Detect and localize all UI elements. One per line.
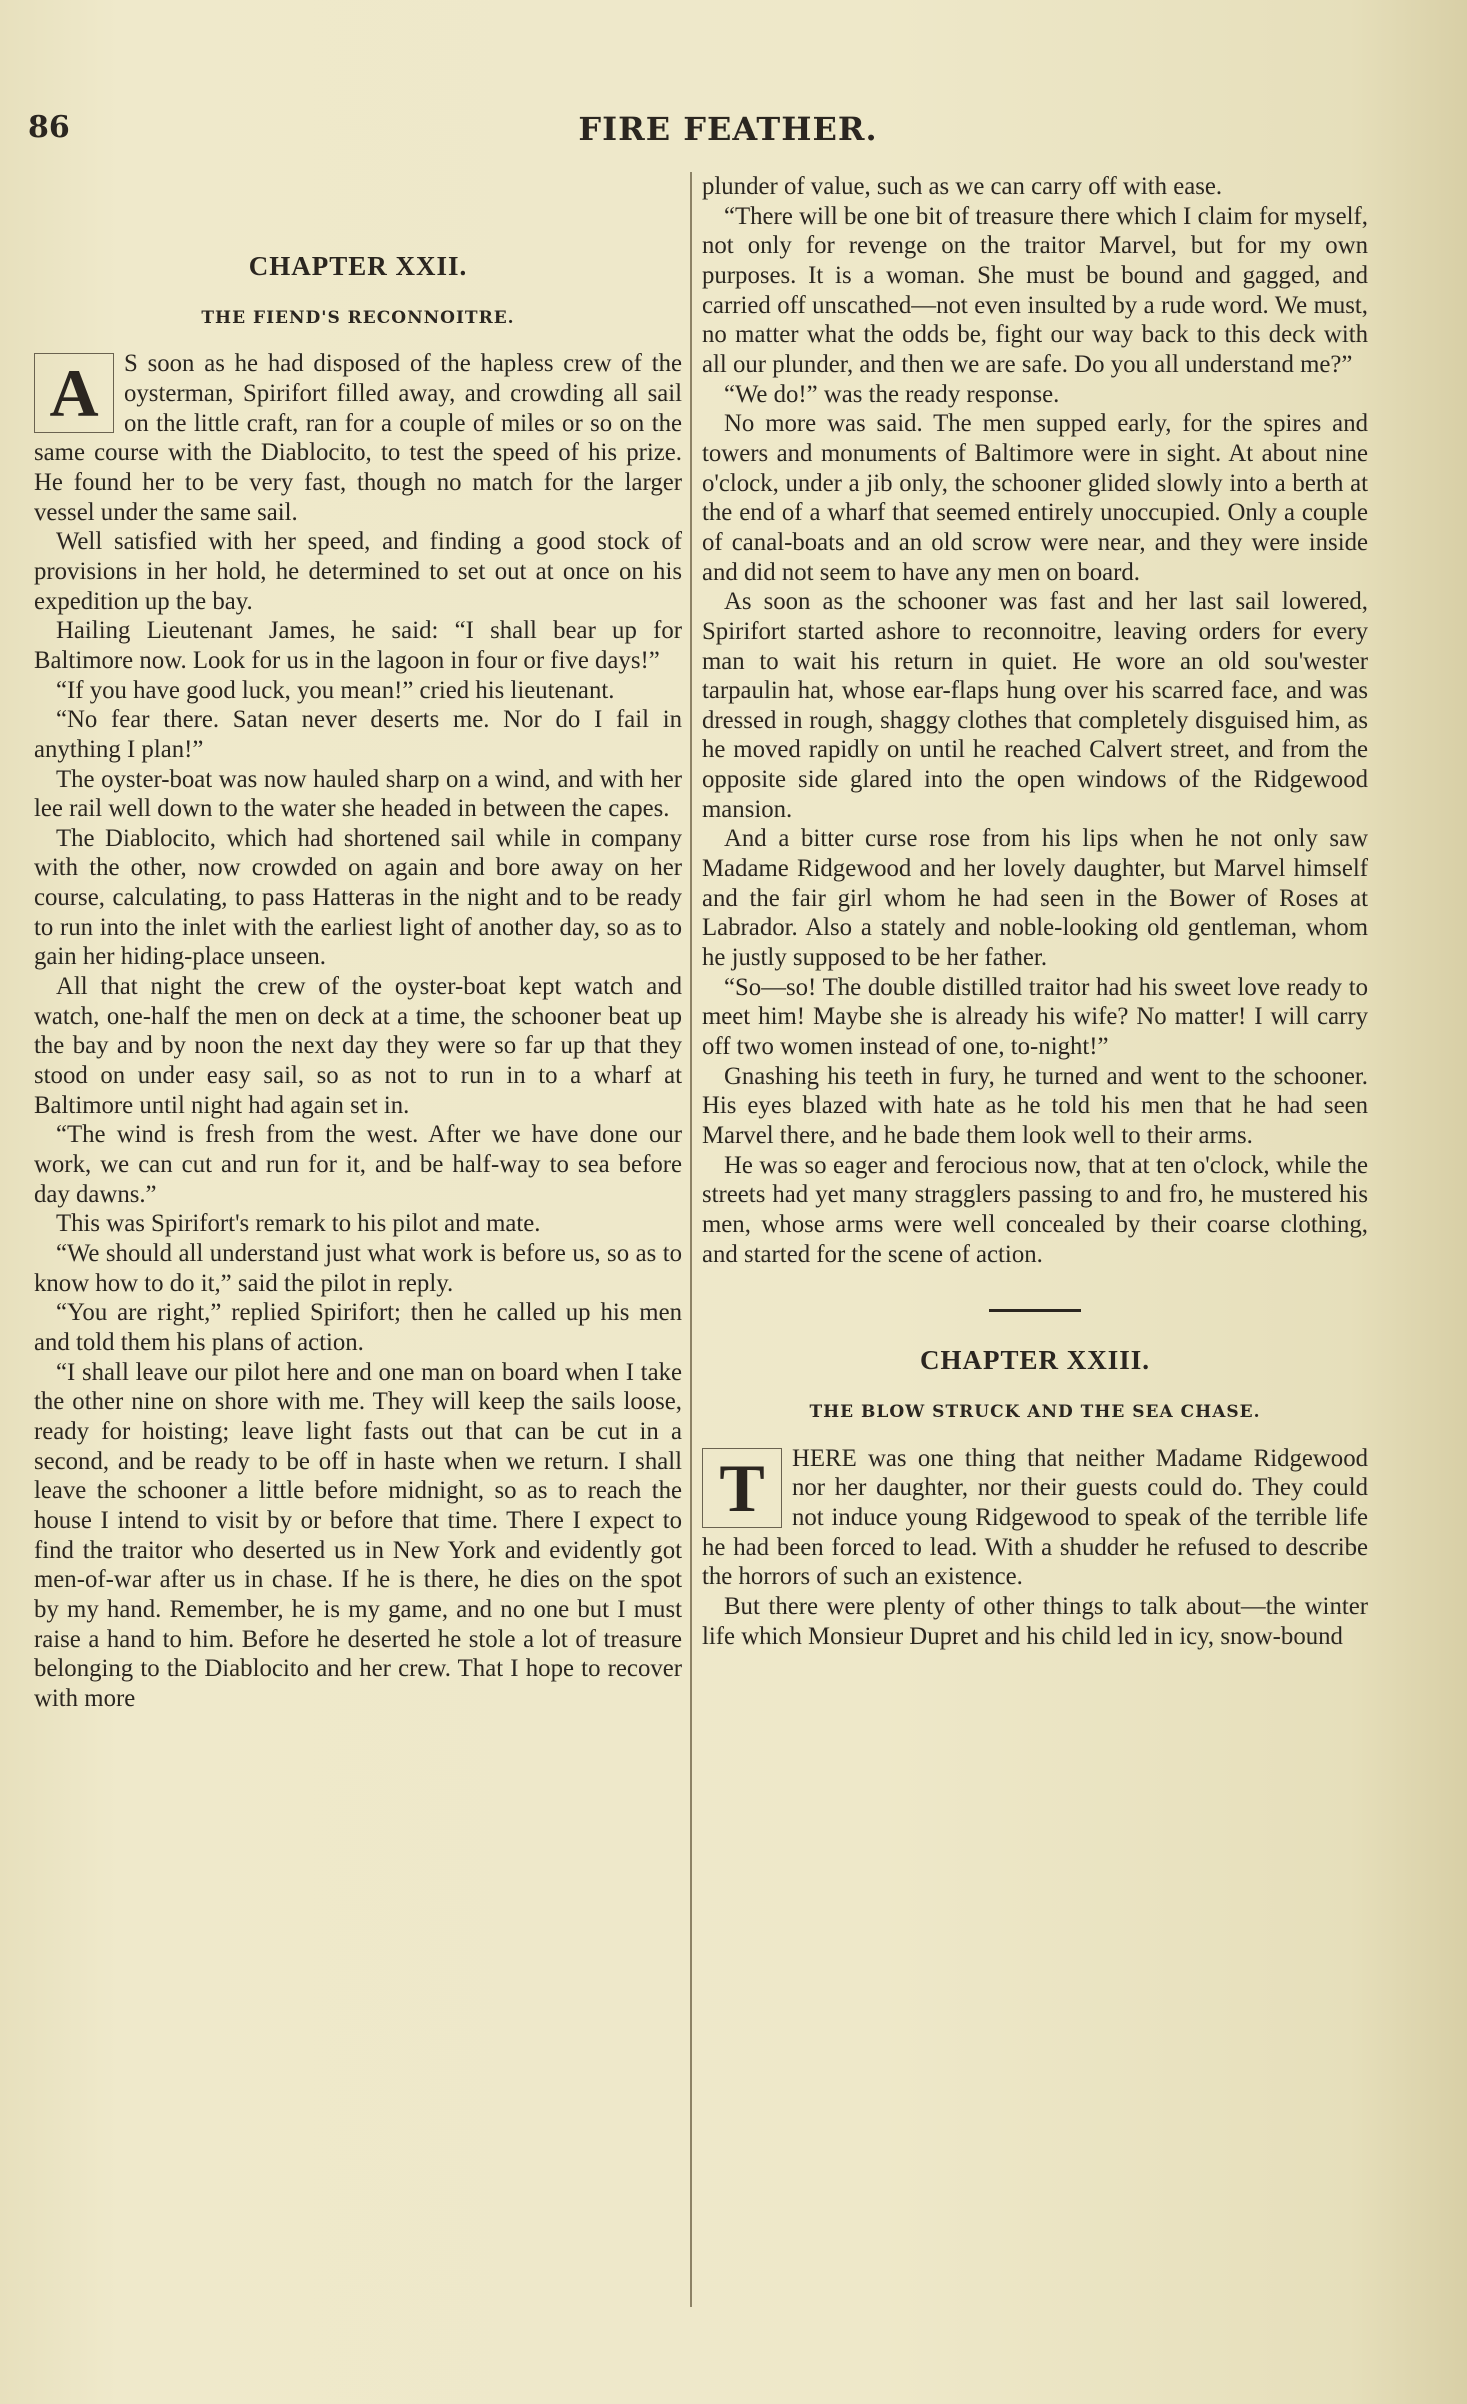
chapter-subtitle: THE BLOW STRUCK AND THE SEA CHASE. <box>809 1401 1261 1422</box>
paragraph: But there were plenty of other things to talk about—the winter life which Monsieur Dupret and his child led in icy, snow-bound <box>702 1592 1368 1650</box>
paragraph: “If you have good luck, you mean!” cried his lieutenant. <box>56 676 615 704</box>
paragraph: “We should all understand just what work is before us, so as to know how to do it,” said the pilot in reply. <box>34 1240 682 1297</box>
chapter-title: CHAPTER XXIII. <box>919 1345 1151 1376</box>
paragraph: “The wind is fresh from the west. After we have done our work, we can cut and run for it, and be half-way to sea before day dawns.” <box>34 1121 682 1208</box>
paragraph: And a bitter curse rose from his lips when he not only saw Madame Ridgewood and her lovely daughter, but Marvel himself and the fair girl whom he had seen in the Bower of Roses at Labrador. Also a stately and noble-looking old gentleman, whom he justly supposed to be her father. <box>702 825 1368 972</box>
column-divider <box>690 172 692 2307</box>
paragraph: This was Spirifort's remark to his pilot and mate. <box>56 1210 541 1238</box>
paragraph: “No fear there. Satan never deserts me. Nor do I fail in anything I plan!” <box>34 706 682 763</box>
paragraph: Well satisfied with her speed, and finding a good stock of provisions in her hold, he determined to set out at once on his expedition up the bay. <box>34 528 682 615</box>
paragraph: All that night the crew of the oyster-boat kept watch and watch, one-half the men on deck at a time, the schooner beat up the bay and by noon the next day they were so far up that they stood on under easy sail, so as not to run in to a wharf at Baltimore until night had again set in. <box>34 973 682 1119</box>
paragraph-continuation: plunder of value, such as we can carry off with ease. <box>702 173 1223 200</box>
right-column <box>702 172 1368 2307</box>
paragraph: The oyster-boat was now hauled sharp on a wind, and with her lee rail well down to the water she headed in between the capes. <box>34 765 682 823</box>
page-number: 86 <box>28 110 70 145</box>
paragraph: As soon as the schooner was fast and her last sail lowered, Spirifort started ashore to reconnoitre, leaving orders for every man to wait his return in quiet. He wore an old sou'wester tarpaulin hat, whose ear-flaps hung over his scarred face, and was dressed in rough, shaggy clothes that completely disguised him, as he moved rapidly on until he reached Calvert street, and from the opposite side glared into the open windows of the Ridgewood mansion. <box>702 588 1368 823</box>
left-column <box>34 172 682 2307</box>
drop-cap-ornament: T <box>702 1448 782 1528</box>
paragraph: HERE was one thing that neither Madame Ridgewood nor her daughter, nor their guests could do. They could not induce young Ridgewood to speak of the terrible life he had been forced to lead. With a shudder he refused to describe the horrors of such an existence. <box>702 1444 1368 1591</box>
running-title: FIRE FEATHER. <box>578 110 878 148</box>
paragraph: “There will be one bit of treasure there which I claim for myself, not only for revenge on the traitor Marvel, but for my own purposes. It is a woman. She must be bound and gagged, and carried off unscathed—not even insulted by a rude word. We must, no matter what the odds be, fight our way back to this deck with all our plunder, and then we are safe. Do you all understand me?” <box>702 202 1368 378</box>
page-header <box>28 110 1428 160</box>
paragraph: “You are right,” replied Spirifort; then he called up his men and told them his plans of action. <box>34 1299 682 1356</box>
paragraph: No more was said. The men supped early, for the spires and towers and monuments of Baltimore were in sight. At about nine o'clock, under a jib only, the schooner glided slowly into a berth at the end of a wharf that seemed entirely unoccupied. Only a couple of canal-boats and an old scrow were near, and they were inside and did not seem to have any men on board. <box>702 410 1368 586</box>
paragraph: Gnashing his teeth in fury, he turned and went to the schooner. His eyes blazed with hate as he told his men that he had seen Marvel there, and he bade them look well to their arms. <box>702 1062 1368 1149</box>
paragraph: Hailing Lieutenant James, he said: “I shall bear up for Baltimore now. Look for us in the lagoon in four or five days!” <box>34 617 682 674</box>
section-divider <box>989 1309 1081 1312</box>
paragraph: “We do!” was the ready response. <box>724 380 1060 408</box>
paragraph: The Diablocito, which had shortened sail while in company with the other, now crowded on again and bore away on her course, calculating, to pass Hatteras in the night and to be ready to run into the inlet with the earliest light of another day, so as to gain her hiding-place unseen. <box>34 824 682 971</box>
paragraph: “So—so! The double distilled traitor had his sweet love ready to meet him! Maybe she is already his wife? No matter! I will carry off two women instead of one, to-night!” <box>702 973 1368 1061</box>
chapter-title: CHAPTER XXII. <box>248 251 468 281</box>
drop-cap-ornament: A <box>34 353 114 433</box>
paragraph: He was so eager and ferocious now, that at ten o'clock, while the streets had yet many stragglers passing to and fro, he mustered his men, whose arms were well concealed by their coarse clothing, and started for the scene of action. <box>702 1151 1368 1268</box>
chapter-subtitle: THE FIEND'S RECONNOITRE. <box>201 307 515 328</box>
chapter-opening <box>702 1444 1368 1592</box>
chapter-opening <box>34 349 682 527</box>
paragraph: S soon as he had disposed of the hapless crew of the oysterman, Spirifort filled away, and crowding all sail on the little craft, ran for a couple of miles or so on the same course with the Diablocito, to test the speed of his prize. He found her to be very fast, though no match for the larger vessel under the same sail. <box>34 350 682 526</box>
paragraph: “I shall leave our pilot here and one man on board when I take the other nine on shore with me. They will keep the sails loose, ready for hoisting; leave light fasts out that can be cut in a second, and be ready to be off in haste when we return. I shall leave the schooner a little before midnight, so as to reach the house I intend to visit by or before that time. There I expect to find the traitor who deserted us in New York and evidently got men-of-war after us in chase. If he is there, he dies on the spot by my hand. Remember, he is my game, and no one but I must raise a hand to him. Before he deserted he stole a lot of treasure belonging to the Diablocito and her crew. That I hope to recover with more <box>34 1358 682 1712</box>
